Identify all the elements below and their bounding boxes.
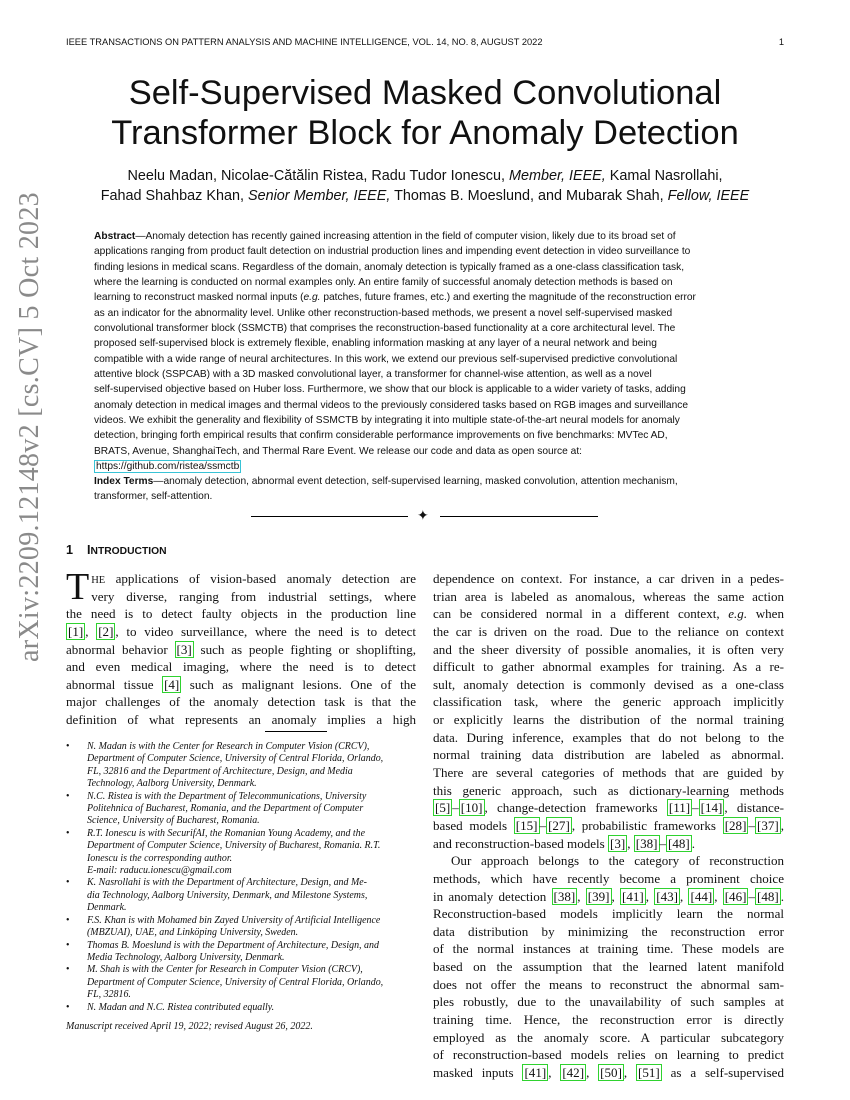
footnotes [66,741,416,1014]
citation-link[interactable]: [41] [622,888,644,904]
separator-diamond-icon: ✦ [417,508,429,524]
footnote-item [66,940,416,965]
footnote-line: dia Technology, Aalborg University, Denmark, and Milestone Systems, [87,889,368,901]
authors-text: Kamal Nasrollahi, [605,168,723,184]
body-text: , [627,835,634,851]
abstract-line: proposed self-supervised block is extremely flexible, enabling information masking at any layer of a neural network and being [94,338,657,350]
citation-link[interactable]: [3] [176,641,192,657]
footnote-line: FL, 32816. [87,989,131,1001]
body-text: abnormal behavior [66,641,175,657]
citation-link[interactable]: [14] [700,800,723,816]
body-line: definition of what represents an anomaly implies a high [66,712,416,728]
body-text: , [780,817,784,833]
body-text: – [692,800,699,816]
citation-link[interactable]: [48] [668,835,690,851]
abstract-line: attentive block (SSPCAB) with a 3D masked convolutional layer, a transformer for channel-wise attention, as well as a novel [94,369,652,381]
body-text: . [691,835,696,851]
footnote-line: N. Madan and N.C. Ristea contributed equally. [87,1001,275,1013]
body-text: as a self-supervised [661,1064,784,1080]
bullet-icon: • [66,790,70,802]
body-line: employed as the anomaly score. A particular subcategory [433,1029,784,1045]
title-line-1: Self-Supervised Masked Convolutional [128,74,722,112]
body-line [433,799,784,817]
citation-link[interactable]: [50] [600,1064,622,1080]
journal-name: IEEE TRANSACTIONS ON PATTERN ANALYSIS AND MACHINE INTELLIGENCE, VOL. 14, NO. 8, AUGUST 2022 [66,37,543,47]
body-text: , change-detection frameworks [484,800,667,816]
citation-link[interactable]: [42] [562,1064,585,1080]
body-line: data. During inference, examples that do not belong to the [433,729,784,745]
bullet-icon: • [66,827,70,839]
body-text: abnormal tissue [66,676,163,692]
body-text: Our approach belongs to the category of reconstruction [451,853,784,869]
author-affiliation-title: Senior Member, IEEE, [247,188,391,204]
abstract-line: detection, bringing forth empirical results that confirm considerable performance improvements on five benchmarks: MVTec AD, [94,430,668,442]
body-line [433,852,784,870]
citation-link[interactable]: [27] [548,817,570,833]
citation-link[interactable]: [5] [435,800,451,816]
title-line-2: Transformer Block for Anomaly Detection [111,114,739,152]
footnote-item [66,828,416,878]
authors-text: Neelu Madan, Nicolae-Cătălin Ristea, Radu Tudor Ionescu, [127,168,509,184]
citation-link[interactable]: [38] [553,888,576,904]
body-line: difficult to gather abnormal examples for training. As a re- [433,659,784,675]
body-text: masked inputs [433,1064,523,1080]
abstract-line: applications ranging from product fault detection on industrial production lines and impending event detection in video surveillance to [94,246,691,258]
abstract-line: self-supervised objective based on Huber loss. Furthermore, we show that our block is applicable to a wider variety of tasks, adding [94,384,686,396]
body-line: There are several categories of methods that are guided by [433,765,784,781]
body-line: and the sheer diversity of possible anomalies, it is often very [433,641,784,657]
body-line: of reconstruction-based models relies on learning to predict [433,1047,784,1063]
citation-link[interactable]: [1] [68,623,84,639]
footnote-rule [265,731,327,732]
footnote-line: N. Madan is with the Center for Research in Computer Vision (CRCV), [87,741,370,752]
footnote-line: (MBZUAI), UAE, and Linköping University, Sweden. [87,927,299,939]
body-line [66,570,416,588]
abstract-text: patches, future frames, etc.) and exerting the magnitude of the reconstruction error [320,292,696,304]
bullet-icon: • [66,741,70,752]
body-text: when [747,606,784,622]
footnote-line: Thomas B. Moeslund is with the Department of Architecture, Design, and [87,939,379,951]
footnote-item [66,1002,416,1014]
body-line: trian area is labeled as anomalous, whereas the same action [433,588,784,604]
footnote-line: Ionescu is the corresponding author. [87,852,233,864]
body-text: , [85,623,97,639]
footnote-line: Politehnica of Bucharest, Romania, and the Department of Computer [87,803,364,815]
body-text: and reconstruction-based models [433,835,608,851]
body-line: training time. Hence, the reconstruction error is directly [433,1012,784,1028]
drop-cap: T [66,566,90,608]
body-text: – [452,800,459,816]
abstract-line: convolutional transformer block (SSMCTB) that comprises the reconstruction-based functionality at a core architectural level. The [94,323,676,335]
citation-link[interactable]: [46] [724,888,747,904]
abstract-line [94,229,758,244]
abstract-text: learning to reconstruct masked normal inputs ( [94,292,304,304]
body-line: methods, which have recently become a prominent choice [433,870,784,886]
body-line: based on the assumption that the learned latent manifold [433,959,784,975]
author-affiliation-title: Member, IEEE, [509,168,606,184]
body-text: , to video surveillance, where the need is to detect [115,623,416,639]
body-line: masked inputs [41] , [42] , [50] , [51] as a self-supervised [433,1064,784,1080]
body-line: of the normal instances at training time. These models are [433,941,784,957]
citation-link[interactable]: [11] [668,800,691,816]
citation-link[interactable]: [48] [756,888,779,904]
citation-link[interactable]: [38] [635,835,658,851]
footnote-line: K. Nasrollahi is with the Department of Architecture, Design, and Me- [87,877,367,889]
body-text: – [748,888,755,904]
body-line: ples robustly, due to the unavailability of such samples at [433,994,784,1010]
separator-rule-left [251,516,408,517]
index-terms [94,474,758,505]
authors-text: Thomas B. Moeslund, and Mubarak Shah, [390,188,668,204]
abstract-text: —Anomaly detection has recently gained increasing attention in the field of computer vision, likely due to its broad set of [135,231,676,242]
abstract-italic: e.g. [303,292,321,304]
authors-text: Fahad Shahbaz Khan, [100,188,248,204]
author-list [40,166,810,206]
section-title-rest: NTRODUCTION [90,546,167,557]
body-text: based models [433,817,514,833]
body-text: . [780,888,784,904]
body-text: – [659,835,667,851]
citation-link[interactable]: [15] [515,817,538,833]
body-line: the car is driven on the road. Due to the reliance on context [433,623,784,639]
abstract-line: compatible with a wide range of neural architectures. In this work, we extend our previous self-supervised predictive convolutional [94,353,678,365]
footnote-line: E-mail: raducu.ionescu@gmail.com [87,865,232,877]
body-text: such as malignant lesions. One of the [181,676,417,692]
right-column-text [433,570,784,1082]
separator-rule-right [440,516,598,517]
abstract-line: videos. We exhibit the generality and flexibility of SSMCTB by integrating it into multiple state-of-the-art neural models for anomaly [94,415,680,427]
abstract-line: anomaly detection in medical images and thermal videos to the previously considered tasks based on RGB images and surveillance [94,399,689,411]
bullet-icon: • [66,914,70,926]
footnote-line: F.S. Khan is with Mohamed bin Zayed University of Artificial Intelligence [87,914,381,926]
body-line: the need is to detect faulty objects in the production line [66,606,416,622]
arxiv-stamp-text: arXiv:2209.12148v2 [cs.CV] 5 Oct 2023 [14,192,45,662]
footnote-line: R.T. Ionescu is with SecurifAI, the Romanian Young Academy, and the [87,827,366,839]
footnote-line: FL, 32816 and the Department of Architecture, Design, and Media [87,765,353,777]
index-terms-line [94,474,758,489]
footnote-item [66,877,416,914]
abstract-line: where the learning is conducted on normal examples only. An entire family of successful anomaly detection methods is based on [94,277,673,289]
body-line [66,676,416,694]
citation-link[interactable]: [51] [638,1064,660,1080]
bullet-icon: • [66,939,70,951]
authors-line-2 [40,186,810,206]
abstract-label: Abstract [94,231,136,242]
citation-link[interactable]: [37] [756,817,779,833]
section-number: 1 [66,543,74,557]
abstract [94,229,758,475]
body-text: , probabilistic frameworks [571,817,723,833]
body-line [433,605,784,623]
bullet-icon: • [66,964,70,976]
body-line [433,817,784,835]
bullet-icon: • [66,1001,70,1013]
body-line: this generic approach, such as dictionary-learning methods [433,782,784,798]
citation-link[interactable]: [44] [690,888,713,904]
footnote-line: Department of Computer Science, University of Bucharest, Romania. R.T. [87,840,381,852]
paper-title [60,73,790,153]
footnote-item [66,964,416,1001]
body-line: does not offer the means to reconstruct the abnormal sam- [433,976,784,992]
body-line: dependence on context. For instance, a car driven in a pedes- [433,571,784,586]
body-line: data distribution by minimizing the reconstruction error [433,923,784,939]
left-column-text [66,566,417,729]
body-line: very diverse, ranging from industrial settings, where [91,588,416,604]
index-terms-text: —anomaly detection, abnormal event detection, self-supervised learning, masked convolution, attention mechanism, [153,476,678,487]
page-number: 1 [778,37,784,47]
body-text: such as people fighting or shoplifting, [193,641,416,657]
footnote-item [66,791,416,828]
citation-link[interactable]: [28] [724,817,747,833]
body-text: applications of vision-based anomaly detection are [105,571,416,586]
body-line: major challenges of the anomaly detection task is that the [66,694,416,710]
body-line: and even medical imaging, where the need is to detect [66,659,416,675]
section-heading [66,543,167,557]
footnote-item [66,741,416,791]
author-affiliation-title: Fellow, IEEE [667,188,750,204]
body-italic: e.g. [728,606,748,622]
body-line: classification task, where the generic approach implicitly [433,694,784,710]
body-line: Reconstruction-based models implicitly learn the normal [433,906,784,922]
abstract-line [94,290,758,305]
footnote-line: Department of Computer Science, University of Central Florida, Orlando, [87,753,384,765]
body-text: – [748,817,755,833]
body-line [66,641,416,659]
body-line: normal training data distribution are labeled as abnormal. [433,747,784,763]
abstract-line: finding lesions in medical scans. Regardless of the domain, anomaly detection is typically framed as a one-class classification task, [94,261,685,273]
body-text: can be considered normal in a different context, [433,606,729,622]
footnote-line: Department of Computer Science, University of Central Florida, Orlando, [87,976,384,988]
citation-link[interactable]: [4] [164,676,180,692]
footnote-line: Media Technology, Aalborg University, Denmark. [87,951,285,963]
citation-link[interactable]: [2] [98,623,114,639]
body-text: – [539,817,547,833]
footnote-line: Science, University of Bucharest, Romania. [87,815,260,827]
bullet-icon: • [66,877,70,889]
citation-link[interactable]: [3] [610,835,626,851]
code-repository-link[interactable]: https://github.com/ristea/ssmctb [96,461,240,473]
footnote-line: M. Shah is with the Center for Research in Computer Vision (CRCV), [87,964,363,976]
body-line [66,623,416,641]
footnote-line: Technology, Aalborg University, Denmark. [87,778,257,790]
index-terms-line: transformer, self-attention. [94,491,213,503]
abstract-line: as an indicator for the abnormality level. Unlike other reconstruction-based methods, we present a novel self-supervised masked [94,307,673,319]
body-text: , distance- [724,800,784,816]
footnote-item [66,915,416,940]
body-line [433,835,784,853]
small-caps-word: HE [91,575,106,586]
citation-link[interactable]: [41] [524,1064,547,1080]
citation-link[interactable]: [43] [656,888,678,904]
index-terms-label: Index Terms [94,476,154,487]
abstract-line: BRATS, Avenue, ShanghaiTech, and Thermal Rare Event. We release our code and data as open source at: [94,445,582,457]
citation-link[interactable]: [10] [460,800,483,816]
authors-line-1 [40,166,810,186]
running-header [66,37,784,51]
section-title-initial: I [87,543,91,557]
body-line: in anomaly detection [38] , [39] , [41] , [43] , [44] , [46] – [48] . [433,888,784,904]
footnote-line: Denmark. [87,902,127,914]
body-text: in anomaly detection [433,888,552,904]
body-line: or explicitly learns the distribution of the normal training [433,712,784,728]
abstract-line [94,459,758,474]
citation-link[interactable]: [39] [587,888,610,904]
footnote-line: N.C. Ristea is with the Department of Telecommunications, University [87,790,367,802]
body-line: sult, anomaly detection is commonly devised as a one-class [433,676,784,692]
manuscript-note: Manuscript received April 19, 2022; revised August 26, 2022. [66,1021,313,1032]
